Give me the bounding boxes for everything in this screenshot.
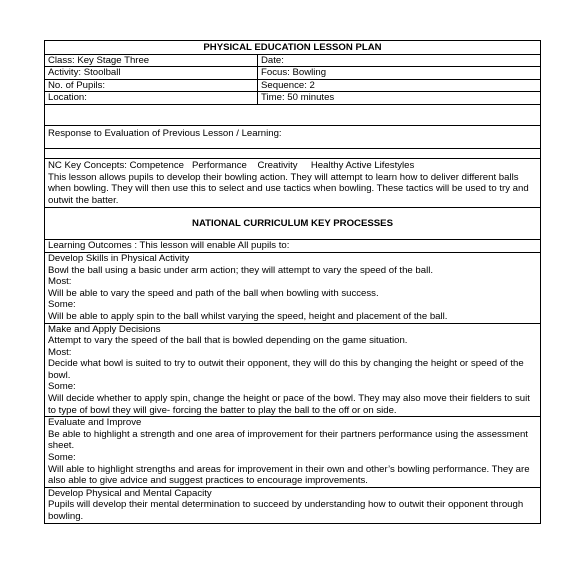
section-heading: NATIONAL CURRICULUM KEY PROCESSES xyxy=(45,208,541,240)
process-text: Some: xyxy=(48,381,76,393)
process-row xyxy=(45,487,541,523)
nc-concepts-cell xyxy=(45,158,541,207)
lesson-plan-table xyxy=(44,40,541,524)
process-cell-skills xyxy=(45,252,541,323)
nc-concepts-row xyxy=(45,158,541,207)
process-text: Bowl the ball using a basic under arm action; they will attempt to vary the speed of the ball. xyxy=(48,264,434,276)
nc-description: This lesson allows pupils to develop their bowling action. They will attempt to learn how to deliver different balls when bowling. They will then use this to select and use tactics when bowling. These tactics will be used to try and outwit the batter. xyxy=(48,171,529,206)
pupils-cell: No. of Pupils: xyxy=(45,79,258,92)
blank-cell xyxy=(45,148,541,158)
process-row xyxy=(45,252,541,323)
learning-outcomes-label: Learning Outcomes : This lesson will enable All pupils to: xyxy=(45,240,541,253)
process-row xyxy=(45,417,541,488)
response-label: Response to Evaluation of Previous Lesson / Learning: xyxy=(45,125,541,148)
process-heading: Develop Skills in Physical Activity xyxy=(48,252,190,264)
learning-outcomes-row xyxy=(45,240,541,253)
lesson-plan-document xyxy=(44,40,540,524)
info-row xyxy=(45,92,541,105)
document-title: PHYSICAL EDUCATION LESSON PLAN xyxy=(45,41,541,55)
nc-concepts-line: NC Key Concepts: Competence Performance Creativity Healthy Active Lifestyles xyxy=(48,159,415,171)
spacer-row xyxy=(45,148,541,158)
process-cell-decisions xyxy=(45,323,541,417)
process-text: Will able to highlight strengths and areas for improvement in their own and other’s bowling performance. They are also able to give advice and suggest practices to encourage improvements. xyxy=(48,463,530,487)
process-text: Be able to highlight a strength and one area of improvement for their partners performance using the assessment sheet. xyxy=(48,428,528,452)
location-cell: Location: xyxy=(45,92,258,105)
blank-cell xyxy=(45,104,541,125)
process-text: Most: xyxy=(48,276,72,288)
response-row xyxy=(45,125,541,148)
process-row xyxy=(45,323,541,417)
process-text: Attempt to vary the speed of the ball that is bowled depending on the game situation. xyxy=(48,335,408,347)
process-cell-capacity xyxy=(45,487,541,523)
process-text: Some: xyxy=(48,299,76,311)
info-row xyxy=(45,67,541,80)
activity-cell: Activity: Stoolball xyxy=(45,67,258,80)
process-text: Some: xyxy=(48,452,76,464)
date-cell: Date: xyxy=(258,54,541,67)
process-text: Will be able to vary the speed and path of the ball when bowling with success. xyxy=(48,287,379,299)
title-row xyxy=(45,41,541,55)
section-heading-row xyxy=(45,208,541,240)
process-text: Most: xyxy=(48,346,72,358)
info-row xyxy=(45,54,541,67)
process-cell-evaluate xyxy=(45,417,541,488)
focus-cell: Focus: Bowling xyxy=(258,67,541,80)
spacer-row xyxy=(45,104,541,125)
process-text: Pupils will develop their mental determination to succeed by understanding how to outwit their opponent through bowling. xyxy=(48,499,524,522)
time-cell: Time: 50 minutes xyxy=(258,92,541,105)
process-heading: Evaluate and Improve xyxy=(48,417,142,429)
class-cell: Class: Key Stage Three xyxy=(45,54,258,67)
process-heading: Develop Physical and Mental Capacity xyxy=(48,487,212,499)
process-text: Will decide whether to apply spin, change the height or pace of the bowl. They may also move their fielders to suit to type of bowl they will give- forcing the batter to play the ball to the off or on side. xyxy=(48,393,530,416)
process-heading: Make and Apply Decisions xyxy=(48,323,161,335)
process-text: Decide what bowl is suited to try to outwit their opponent, they will do this by changing the height or speed of the bowl. xyxy=(48,358,524,381)
info-row xyxy=(45,79,541,92)
sequence-cell: Sequence: 2 xyxy=(258,79,541,92)
process-text: Will be able to apply spin to the ball whilst varying the speed, height and placement of the ball. xyxy=(48,310,448,322)
